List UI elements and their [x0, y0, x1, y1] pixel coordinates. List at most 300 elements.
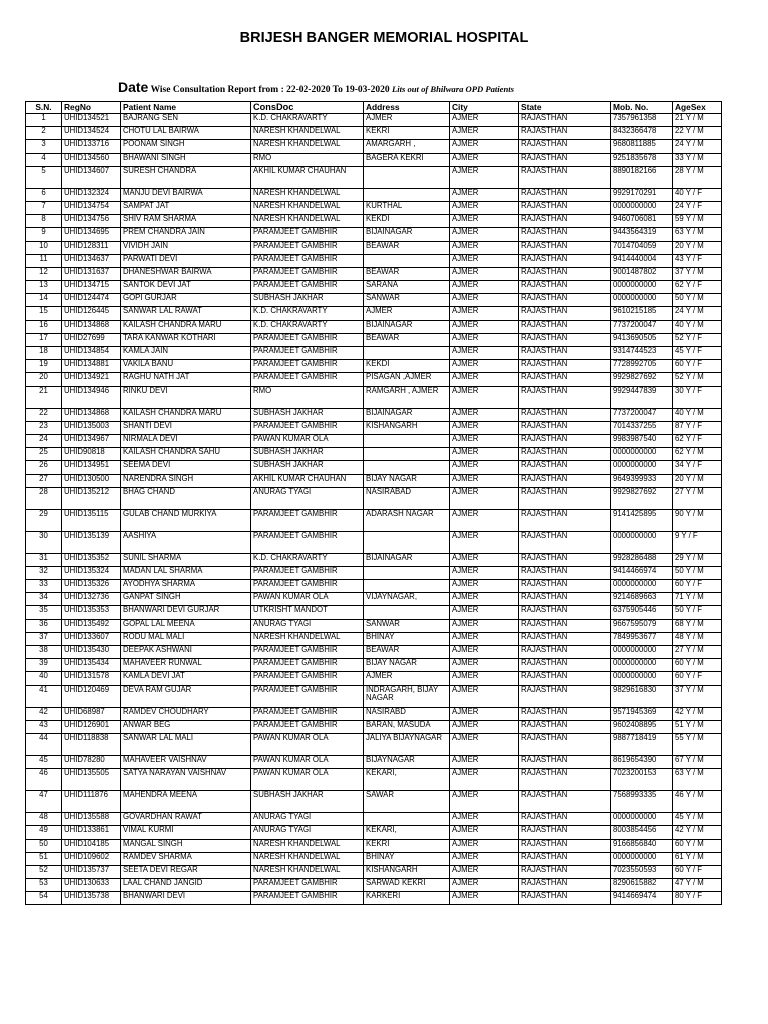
cell-consdoc: ANURAG TYAGI	[251, 487, 364, 509]
table-row	[26, 632, 722, 645]
cell-agesex: 60 Y / M	[673, 839, 722, 852]
cell-consdoc: PARAMJEET GAMBHIR	[251, 267, 364, 280]
cell-patient-name: MAHENDRA MEENA	[121, 791, 251, 813]
cell-consdoc: PARAMJEET GAMBHIR	[251, 646, 364, 659]
cell-patient-name: TARA KANWAR KOTHARI	[121, 333, 251, 346]
cell-city: AJMER	[450, 228, 519, 241]
cell-consdoc: NARESH KHANDELWAL	[251, 201, 364, 214]
table-row	[26, 509, 722, 531]
cell-state: RAJASTHAN	[519, 646, 611, 659]
cell-regno: UHID120469	[62, 685, 121, 707]
cell-mob-no: 7568993335	[611, 791, 673, 813]
cell-city: AJMER	[450, 421, 519, 434]
table-row	[26, 333, 722, 346]
cell-consdoc: NARESH KHANDELWAL	[251, 140, 364, 153]
cell-agesex: 20 Y / M	[673, 241, 722, 254]
cell-city: AJMER	[450, 434, 519, 447]
cell-sn: 38	[26, 646, 62, 659]
cell-sn: 15	[26, 307, 62, 320]
cell-address: KEKARI,	[364, 769, 450, 791]
cell-sn: 2	[26, 127, 62, 140]
cell-address: KEKRI	[364, 127, 450, 140]
cell-consdoc: NARESH KHANDELWAL	[251, 865, 364, 878]
cell-regno: UHID135326	[62, 580, 121, 593]
cell-agesex: 67 Y / M	[673, 755, 722, 768]
cell-consdoc: SUBHASH JAKHAR	[251, 461, 364, 474]
cell-city: AJMER	[450, 553, 519, 566]
cell-regno: UHID134881	[62, 360, 121, 373]
cell-regno: UHID134951	[62, 461, 121, 474]
cell-mob-no: 0000000000	[611, 531, 673, 553]
cell-agesex: 80 Y / F	[673, 892, 722, 905]
cell-address: RAMGARH , AJMER	[364, 386, 450, 408]
cell-city: AJMER	[450, 733, 519, 755]
cell-sn: 40	[26, 672, 62, 685]
cell-city: AJMER	[450, 852, 519, 865]
cell-sn: 43	[26, 720, 62, 733]
cell-agesex: 60 Y / F	[673, 360, 722, 373]
cell-city: AJMER	[450, 267, 519, 280]
cell-agesex: 62 Y / M	[673, 448, 722, 461]
cell-mob-no: 9929170291	[611, 188, 673, 201]
cell-patient-name: RAMDEV SHARMA	[121, 852, 251, 865]
cell-sn: 50	[26, 839, 62, 852]
header-sn: S.N.	[26, 102, 62, 114]
header-patient-name: Patient Name	[121, 102, 251, 114]
cell-agesex: 63 Y / M	[673, 228, 722, 241]
cell-sn: 23	[26, 421, 62, 434]
cell-consdoc: PARAMJEET GAMBHIR	[251, 879, 364, 892]
cell-regno: UHID130500	[62, 474, 121, 487]
table-row	[26, 531, 722, 553]
cell-address: VIJAYNAGAR,	[364, 593, 450, 606]
cell-agesex: 40 Y / F	[673, 188, 722, 201]
cell-mob-no: 9649399933	[611, 474, 673, 487]
cell-agesex: 29 Y / M	[673, 553, 722, 566]
cell-regno: UHID134524	[62, 127, 121, 140]
cell-regno: UHID135212	[62, 487, 121, 509]
cell-mob-no: 7357961358	[611, 114, 673, 127]
cell-address: BAGERA KEKRI	[364, 153, 450, 166]
to-date: 19-03-2020	[345, 85, 390, 95]
cell-mob-no: 8432366478	[611, 127, 673, 140]
cell-state: RAJASTHAN	[519, 281, 611, 294]
cell-sn: 11	[26, 254, 62, 267]
header-state: State	[519, 102, 611, 114]
cell-state: RAJASTHAN	[519, 707, 611, 720]
cell-address: KARKERI	[364, 892, 450, 905]
cell-address	[364, 347, 450, 360]
cell-patient-name: BHANWARI DEVI	[121, 892, 251, 905]
cell-consdoc: SUBHASH JAKHAR	[251, 791, 364, 813]
cell-address: SANWAR	[364, 294, 450, 307]
cell-mob-no: 9983987540	[611, 434, 673, 447]
cell-regno: UHID135505	[62, 769, 121, 791]
cell-city: AJMER	[450, 474, 519, 487]
cell-consdoc: K.D. CHAKRAVARTY	[251, 114, 364, 127]
cell-sn: 45	[26, 755, 62, 768]
cell-regno: UHID90818	[62, 448, 121, 461]
header-consdoc: ConsDoc	[251, 102, 364, 114]
cell-mob-no: 9460706081	[611, 215, 673, 228]
cell-consdoc: PARAMJEET GAMBHIR	[251, 360, 364, 373]
cell-state: RAJASTHAN	[519, 826, 611, 839]
cell-consdoc: RMO	[251, 153, 364, 166]
cell-agesex: 63 Y / M	[673, 769, 722, 791]
cell-patient-name: SEETA DEVI REGAR	[121, 865, 251, 878]
cell-mob-no: 0000000000	[611, 580, 673, 593]
cell-regno: UHID130633	[62, 879, 121, 892]
cell-sn: 30	[26, 531, 62, 553]
cell-consdoc: PARAMJEET GAMBHIR	[251, 509, 364, 531]
cell-agesex: 22 Y / M	[673, 127, 722, 140]
cell-agesex: 24 Y / M	[673, 140, 722, 153]
cell-state: RAJASTHAN	[519, 672, 611, 685]
cell-city: AJMER	[450, 632, 519, 645]
table-row	[26, 201, 722, 214]
cell-consdoc: NARESH KHANDELWAL	[251, 852, 364, 865]
cell-state: RAJASTHAN	[519, 720, 611, 733]
cell-agesex: 50 Y / F	[673, 606, 722, 619]
cell-consdoc: PARAMJEET GAMBHIR	[251, 241, 364, 254]
cell-sn: 44	[26, 733, 62, 755]
cell-patient-name: SUNIL SHARMA	[121, 553, 251, 566]
cell-sn: 9	[26, 228, 62, 241]
cell-sn: 51	[26, 852, 62, 865]
cell-regno: UHID134868	[62, 320, 121, 333]
cell-consdoc: PAWAN KUMAR OLA	[251, 593, 364, 606]
cell-patient-name: RINKU DEVI	[121, 386, 251, 408]
cell-sn: 8	[26, 215, 62, 228]
cell-mob-no: 7737200047	[611, 320, 673, 333]
cell-patient-name: PREM CHANDRA JAIN	[121, 228, 251, 241]
table-row	[26, 593, 722, 606]
cell-mob-no: 9829616830	[611, 685, 673, 707]
hospital-title: BRIJESH BANGER MEMORIAL HOSPITAL	[239, 30, 529, 46]
cell-patient-name: DHANESHWAR BAIRWA	[121, 267, 251, 280]
cell-regno: UHID135003	[62, 421, 121, 434]
cell-mob-no: 9667595079	[611, 619, 673, 632]
cell-mob-no: 0000000000	[611, 461, 673, 474]
cell-agesex: 40 Y / M	[673, 320, 722, 333]
cell-regno: UHID135430	[62, 646, 121, 659]
cell-sn: 19	[26, 360, 62, 373]
cell-city: AJMER	[450, 373, 519, 386]
cell-state: RAJASTHAN	[519, 879, 611, 892]
cell-consdoc: PARAMJEET GAMBHIR	[251, 531, 364, 553]
cell-regno: UHID126445	[62, 307, 121, 320]
table-row	[26, 408, 722, 421]
cell-agesex: 45 Y / M	[673, 813, 722, 826]
cell-state: RAJASTHAN	[519, 166, 611, 188]
cell-sn: 5	[26, 166, 62, 188]
cell-patient-name: MANJU DEVI BAIRWA	[121, 188, 251, 201]
table-row	[26, 755, 722, 768]
cell-consdoc: K.D. CHAKRAVARTY	[251, 553, 364, 566]
cell-mob-no: 0000000000	[611, 813, 673, 826]
table-row	[26, 140, 722, 153]
cell-consdoc: NARESH KHANDELWAL	[251, 188, 364, 201]
cell-sn: 49	[26, 826, 62, 839]
to-word: To	[332, 85, 343, 95]
cell-regno: UHID134560	[62, 153, 121, 166]
cell-sn: 4	[26, 153, 62, 166]
cell-regno: UHID135434	[62, 659, 121, 672]
cell-state: RAJASTHAN	[519, 461, 611, 474]
cell-agesex: 61 Y / M	[673, 852, 722, 865]
cell-mob-no: 9141425895	[611, 509, 673, 531]
cell-state: RAJASTHAN	[519, 733, 611, 755]
table-row	[26, 114, 722, 127]
cell-agesex: 20 Y / M	[673, 474, 722, 487]
cell-agesex: 47 Y / M	[673, 879, 722, 892]
cell-sn: 6	[26, 188, 62, 201]
cell-sn: 1	[26, 114, 62, 127]
cell-city: AJMER	[450, 755, 519, 768]
cell-consdoc: PARAMJEET GAMBHIR	[251, 892, 364, 905]
cell-address: SARANA	[364, 281, 450, 294]
table-row	[26, 852, 722, 865]
cell-sn: 21	[26, 386, 62, 408]
cell-city: AJMER	[450, 619, 519, 632]
cell-patient-name: MAHAVEER VAISHNAV	[121, 755, 251, 768]
cell-sn: 7	[26, 201, 62, 214]
cell-regno: UHID134756	[62, 215, 121, 228]
cell-patient-name: SANTOK DEVI JAT	[121, 281, 251, 294]
cell-consdoc: PARAMJEET GAMBHIR	[251, 566, 364, 579]
cell-city: AJMER	[450, 307, 519, 320]
cell-city: AJMER	[450, 188, 519, 201]
cell-city: AJMER	[450, 386, 519, 408]
cell-city: AJMER	[450, 320, 519, 333]
cell-address	[364, 166, 450, 188]
table-row	[26, 347, 722, 360]
cell-regno: UHID135738	[62, 892, 121, 905]
cell-mob-no: 9001487802	[611, 267, 673, 280]
cell-address: ADARASH NAGAR	[364, 509, 450, 531]
cell-consdoc: ANURAG TYAGI	[251, 619, 364, 632]
cell-regno: UHID134521	[62, 114, 121, 127]
cell-regno: UHID134967	[62, 434, 121, 447]
cell-mob-no: 7737200047	[611, 408, 673, 421]
cell-agesex: 34 Y / F	[673, 461, 722, 474]
cell-address: KEKARI,	[364, 826, 450, 839]
table-row	[26, 733, 722, 755]
cell-agesex: 30 Y / F	[673, 386, 722, 408]
cell-regno: UHID118838	[62, 733, 121, 755]
cell-mob-no: 0000000000	[611, 294, 673, 307]
cell-state: RAJASTHAN	[519, 487, 611, 509]
cell-patient-name: POONAM SINGH	[121, 140, 251, 153]
table-row	[26, 566, 722, 579]
table-row	[26, 769, 722, 791]
cell-regno: UHID134607	[62, 166, 121, 188]
report-subtitle	[118, 79, 514, 95]
cell-state: RAJASTHAN	[519, 228, 611, 241]
cell-agesex: 55 Y / M	[673, 733, 722, 755]
cell-mob-no: 9166856840	[611, 839, 673, 852]
cell-city: AJMER	[450, 487, 519, 509]
table-row	[26, 307, 722, 320]
cell-agesex: 48 Y / M	[673, 632, 722, 645]
cell-regno: UHID126901	[62, 720, 121, 733]
table-row	[26, 685, 722, 707]
cell-consdoc: PAWAN KUMAR OLA	[251, 434, 364, 447]
cell-patient-name: SURESH CHANDRA	[121, 166, 251, 188]
cell-mob-no: 9414440004	[611, 254, 673, 267]
cell-patient-name: BHAG CHAND	[121, 487, 251, 509]
cell-mob-no: 9929827692	[611, 373, 673, 386]
cell-address: BEAWAR	[364, 241, 450, 254]
cell-mob-no: 7728992705	[611, 360, 673, 373]
cell-regno: UHID124474	[62, 294, 121, 307]
cell-regno: UHID131578	[62, 672, 121, 685]
cell-patient-name: RODU MAL MALI	[121, 632, 251, 645]
cell-agesex: 45 Y / F	[673, 347, 722, 360]
cell-address: KISHANGARH	[364, 865, 450, 878]
cell-agesex: 60 Y / F	[673, 672, 722, 685]
cell-consdoc: PARAMJEET GAMBHIR	[251, 685, 364, 707]
table-row	[26, 707, 722, 720]
cell-sn: 36	[26, 619, 62, 632]
cell-state: RAJASTHAN	[519, 434, 611, 447]
cell-sn: 13	[26, 281, 62, 294]
table-header-row	[26, 102, 722, 114]
cell-patient-name: SHANTI DEVI	[121, 421, 251, 434]
cell-state: RAJASTHAN	[519, 632, 611, 645]
cell-agesex: 37 Y / M	[673, 267, 722, 280]
cell-sn: 28	[26, 487, 62, 509]
cell-consdoc: NARESH KHANDELWAL	[251, 127, 364, 140]
cell-consdoc: K.D. CHAKRAVARTY	[251, 307, 364, 320]
cell-regno: UHID134695	[62, 228, 121, 241]
cell-city: AJMER	[450, 448, 519, 461]
date-word: Date	[118, 79, 149, 95]
table-row	[26, 865, 722, 878]
cell-state: RAJASTHAN	[519, 188, 611, 201]
cell-mob-no: 7023550593	[611, 865, 673, 878]
cell-address: BHINAY	[364, 852, 450, 865]
cell-address: KEKRI	[364, 839, 450, 852]
cell-city: AJMER	[450, 408, 519, 421]
cell-state: RAJASTHAN	[519, 267, 611, 280]
cell-city: AJMER	[450, 839, 519, 852]
cell-address: NASIRABAD	[364, 487, 450, 509]
cell-city: AJMER	[450, 140, 519, 153]
cell-regno: UHID128311	[62, 241, 121, 254]
table-row	[26, 267, 722, 280]
cell-agesex: 68 Y / M	[673, 619, 722, 632]
cell-agesex: 24 Y / F	[673, 201, 722, 214]
cell-sn: 33	[26, 580, 62, 593]
cell-regno: UHID134754	[62, 201, 121, 214]
cell-city: AJMER	[450, 127, 519, 140]
cell-patient-name: DEVA RAM GUJAR	[121, 685, 251, 707]
cell-city: AJMER	[450, 215, 519, 228]
cell-mob-no: 9928286488	[611, 553, 673, 566]
cell-city: AJMER	[450, 566, 519, 579]
cell-state: RAJASTHAN	[519, 593, 611, 606]
table-row	[26, 720, 722, 733]
cell-address: AMARGARH ,	[364, 140, 450, 153]
cell-regno: UHID131637	[62, 267, 121, 280]
cell-consdoc: PARAMJEET GAMBHIR	[251, 659, 364, 672]
table-row	[26, 166, 722, 188]
cell-city: AJMER	[450, 241, 519, 254]
cell-city: AJMER	[450, 201, 519, 214]
cell-address: BARAN, MASUDA	[364, 720, 450, 733]
cell-state: RAJASTHAN	[519, 839, 611, 852]
cell-consdoc: PARAMJEET GAMBHIR	[251, 228, 364, 241]
table-row	[26, 360, 722, 373]
cell-state: RAJASTHAN	[519, 553, 611, 566]
cell-consdoc: SUBHASH JAKHAR	[251, 294, 364, 307]
cell-patient-name: BAJRANG SEN	[121, 114, 251, 127]
cell-consdoc: ANURAG TYAGI	[251, 826, 364, 839]
cell-patient-name: SAMPAT JAT	[121, 201, 251, 214]
cell-city: AJMER	[450, 114, 519, 127]
cell-patient-name: MAHAVEER RUNWAL	[121, 659, 251, 672]
cell-regno: UHID134715	[62, 281, 121, 294]
cell-state: RAJASTHAN	[519, 241, 611, 254]
cell-patient-name: KAILASH CHANDRA SAHU	[121, 448, 251, 461]
cell-address: SARWAD KEKRI	[364, 879, 450, 892]
cell-patient-name: CHOTU LAL BAIRWA	[121, 127, 251, 140]
cell-agesex: 43 Y / F	[673, 254, 722, 267]
cell-sn: 37	[26, 632, 62, 645]
cell-state: RAJASTHAN	[519, 320, 611, 333]
cell-state: RAJASTHAN	[519, 865, 611, 878]
cell-state: RAJASTHAN	[519, 580, 611, 593]
table-row	[26, 281, 722, 294]
cell-patient-name: SHIV RAM SHARMA	[121, 215, 251, 228]
cell-sn: 27	[26, 474, 62, 487]
cell-agesex: 60 Y / F	[673, 865, 722, 878]
table-row	[26, 672, 722, 685]
table-row	[26, 826, 722, 839]
cell-state: RAJASTHAN	[519, 347, 611, 360]
cell-address	[364, 461, 450, 474]
cell-address: INDRAGARH, BIJAY NAGAR	[364, 685, 450, 707]
cell-patient-name: SEEMA DEVI	[121, 461, 251, 474]
cell-address: KEKDI	[364, 215, 450, 228]
cell-regno: UHID132736	[62, 593, 121, 606]
cell-mob-no: 9414466974	[611, 566, 673, 579]
cell-address: BEAWAR	[364, 333, 450, 346]
cell-mob-no: 0000000000	[611, 646, 673, 659]
cell-agesex: 37 Y / M	[673, 685, 722, 707]
cell-city: AJMER	[450, 892, 519, 905]
cell-consdoc: PAWAN KUMAR OLA	[251, 733, 364, 755]
table-row	[26, 373, 722, 386]
header-city: City	[450, 102, 519, 114]
cell-sn: 31	[26, 553, 62, 566]
cell-regno: UHID109602	[62, 852, 121, 865]
cell-sn: 47	[26, 791, 62, 813]
cell-state: RAJASTHAN	[519, 769, 611, 791]
table-row	[26, 813, 722, 826]
cell-mob-no: 7023200153	[611, 769, 673, 791]
cell-regno: UHID132324	[62, 188, 121, 201]
cell-sn: 54	[26, 892, 62, 905]
table-row	[26, 580, 722, 593]
table-row	[26, 228, 722, 241]
cell-patient-name: AYODHYA SHARMA	[121, 580, 251, 593]
cell-agesex: 21 Y / M	[673, 114, 722, 127]
cell-sn: 18	[26, 347, 62, 360]
cell-consdoc: PARAMJEET GAMBHIR	[251, 672, 364, 685]
cell-mob-no: 8619654390	[611, 755, 673, 768]
